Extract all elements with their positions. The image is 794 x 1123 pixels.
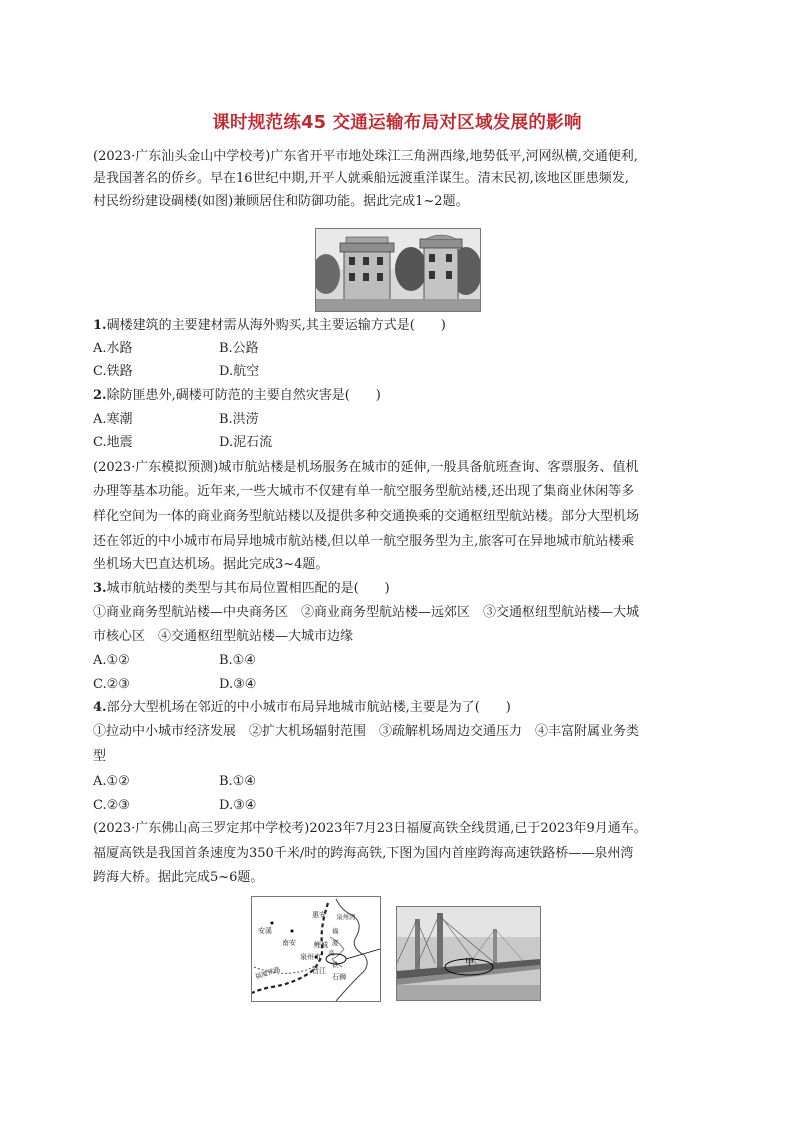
bridge-mark-label: 甲 [465,958,475,968]
question-text: 城市航站楼的类型与其布局位置相匹配的是( ) [106,581,390,596]
diaolou-photo [315,228,481,312]
question-number: 1. [93,318,107,333]
map-label: 厦 [332,939,339,947]
map-label: 泉州市 [300,953,321,961]
option-a: A.水路 [93,341,133,356]
option-a: A.①② [93,774,130,789]
passage3-line: (2023·广东佛山高三罗定邦中学校考)2023年7月23日福厦高铁全线贯通,已于2023年9月通车。 [93,821,647,836]
option-b: B.①④ [219,774,256,789]
map-label: 福厦铁路 [254,965,282,981]
map-label: 泉州湾 [336,913,356,921]
passage1-line: (2023·广东汕头金山中学校考)广东省开平市地处珠江三角洲西缘,地势低平,河网纵横,交通便利, [93,149,638,164]
question-number: 2. [93,388,107,403]
question-2-stem [93,387,381,405]
option-d: D.③④ [219,798,257,813]
map-label: 高 [328,949,335,957]
question-text: 碉楼建筑的主要建材需从海外购买,其主要运输方式是( ) [106,318,446,333]
question-3-statements: 市核心区 ④交通枢纽型航站楼—大城市边缘 [93,629,354,644]
option-d: D.③④ [219,677,257,692]
option-b: B.①④ [219,653,256,668]
option-c: C.铁路 [93,364,133,379]
passage2-line: 还在邻近的中小城市布局异地城市航站楼,但以单一航空服务型为主,旅客可在异地城市航站楼乘 [93,534,635,549]
passage2-line: 坐机场大巴直达机场。据此完成3~4题。 [93,557,329,572]
question-4-statements: 型 [93,749,107,764]
passage1-line: 是我国著名的侨乡。早在16世纪中期,开平人就乘船远渡重洋谋生。清末民初,该地区匪患频发, [93,171,629,186]
map-label: 南安 [282,939,296,947]
map-label: 晋江 [312,967,326,975]
map-label: 惠安 [312,911,326,919]
option-d: D.泥石流 [219,435,273,450]
option-a: A.①② [93,653,130,668]
question-text: 部分大型机场在邻近的中小城市布局异地城市航站楼,主要是为了( ) [106,700,511,715]
passage2-line: (2023·广东模拟预测)城市航站楼是机场服务在城市的延伸,一般具备航班查询、客票服务、值机 [93,460,639,475]
map-label: 石狮 [332,973,346,981]
passage2-line: 办理等基本功能。近年来,一些大城市不仅建有单一航空服务型航站楼,还出现了集商业休闲等多 [93,484,635,499]
map-label: 安溪 [258,927,272,935]
question-3-statements: ①商业商务型航站楼—中央商务区 ②商业商务型航站楼—远郊区 ③交通枢纽型航站楼—大城 [93,605,640,620]
map-label: 铁 [332,961,339,969]
question-number: 4. [93,700,107,715]
passage1-line: 村民纷纷建设碉楼(如图)兼顾居住和防御功能。据此完成1~2题。 [93,194,469,209]
map-label: 鲤城 [314,941,328,949]
question-1-stem [93,317,446,335]
map-label: 福 [332,927,339,935]
option-c: C.②③ [93,798,130,813]
option-c: C.地震 [93,435,133,450]
question-text: 除防匪患外,碉楼可防范的主要自然灾害是( ) [106,388,381,403]
bridge-photo [396,906,541,1001]
page-title: 课时规范练45 交通运输布局对区域发展的影响 [212,113,582,133]
passage2-line: 样化空间为一体的商业商务型航站楼以及提供多种交通换乘的交通枢纽型航站楼。部分大型机场 [93,509,640,524]
option-d: D.航空 [219,364,260,379]
option-b: B.公路 [219,341,259,356]
question-3-stem [93,580,390,598]
question-4-stem [93,699,511,717]
option-c: C.②③ [93,677,130,692]
question-4-statements: ①拉动中小城市经济发展 ②扩大机场辐射范围 ③疏解机场周边交通压力 ④丰富附属业务类 [93,724,640,739]
option-a: A.寒潮 [93,412,133,427]
option-b: B.洪涝 [219,412,259,427]
passage3-line: 跨海大桥。据此完成5~6题。 [93,870,264,885]
quanzhou-map [251,896,381,1002]
question-number: 3. [93,581,107,596]
passage3-line: 福厦高铁是我国首条速度为350千米/时的跨海高铁,下图为国内首座跨海高速铁路桥——泉州湾 [93,846,634,861]
